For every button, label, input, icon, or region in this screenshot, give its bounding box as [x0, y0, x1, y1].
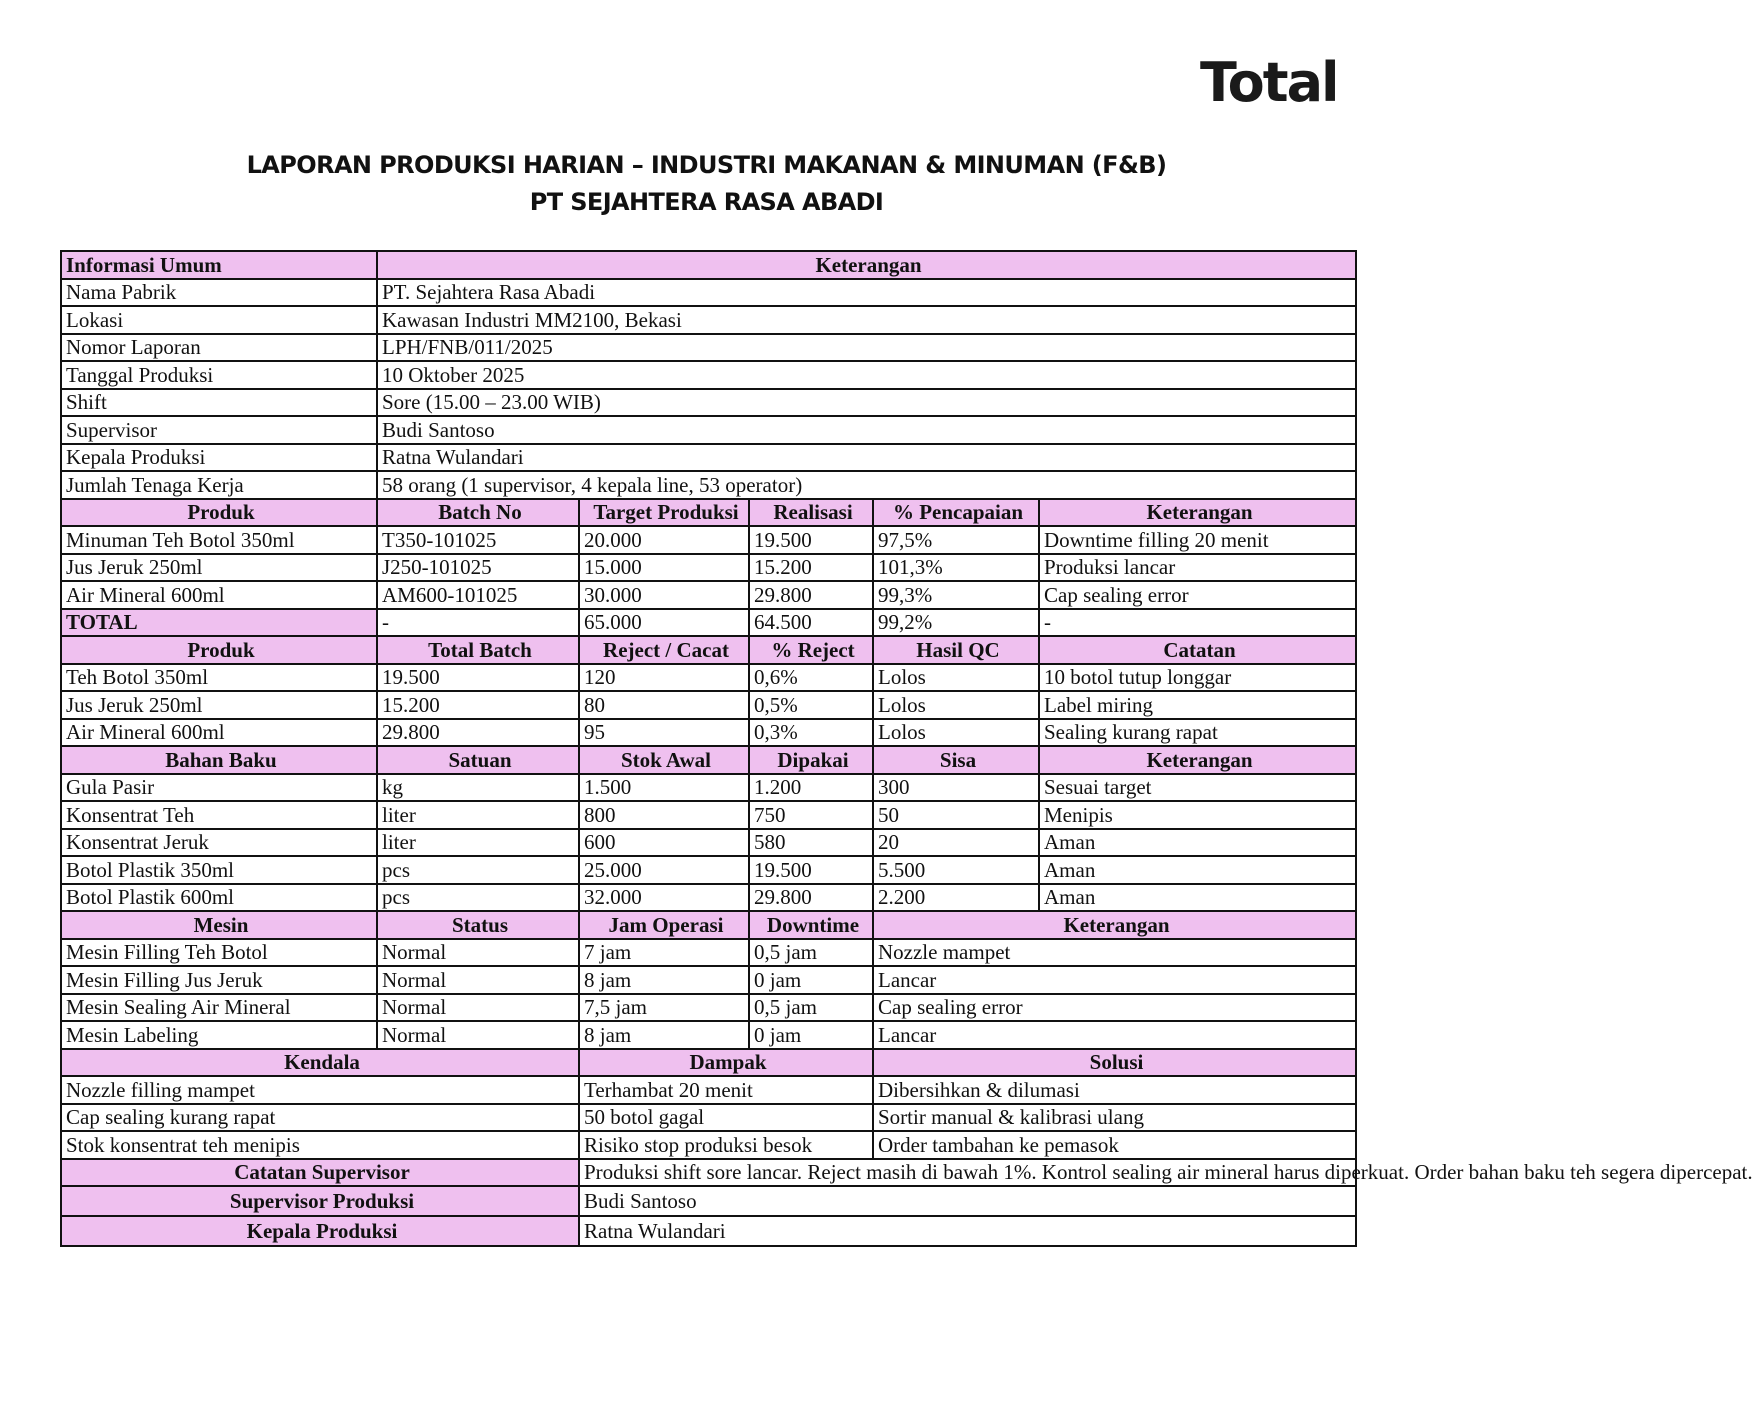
table-cell: 97,5%: [873, 526, 1039, 554]
supervisor-notes-text: Produksi shift sore lancar. Reject masih di bawah 1%. Kontrol sealing air mineral harus diperkuat. Order bahan baku teh segera dipercepat.: [579, 1159, 1356, 1187]
column-header: % Pencapaian: [873, 499, 1039, 527]
column-header: Hasil QC: [873, 636, 1039, 664]
table-cell: 50 botol gagal: [579, 1104, 873, 1132]
table-cell: Sesuai target: [1039, 774, 1356, 802]
table-cell: 600: [579, 829, 749, 857]
info-value: LPH/FNB/011/2025: [377, 334, 1356, 362]
info-value: PT. Sejahtera Rasa Abadi: [377, 279, 1356, 307]
column-header: Downtime: [749, 911, 873, 939]
info-value: Sore (15.00 – 23.00 WIB): [377, 389, 1356, 417]
signature-label: Kepala Produksi: [61, 1216, 579, 1246]
quality-row: [61, 719, 1356, 747]
table-cell: Aman: [1039, 829, 1356, 857]
table-cell: 50: [873, 801, 1039, 829]
info-row: [61, 416, 1356, 444]
table-cell: Aman: [1039, 856, 1356, 884]
materials-row: [61, 801, 1356, 829]
column-header: Target Produksi: [579, 499, 749, 527]
supervisor-notes-row: [61, 1159, 1356, 1187]
machine-row: [61, 1021, 1356, 1049]
column-header: Stok Awal: [579, 746, 749, 774]
table-cell: 0 jam: [749, 966, 873, 994]
table-cell: pcs: [377, 884, 579, 912]
table-cell: 32.000: [579, 884, 749, 912]
quality-header-row: [61, 636, 1356, 664]
table-cell: 1.500: [579, 774, 749, 802]
table-cell: Konsentrat Teh: [61, 801, 377, 829]
table-cell: 64.500: [749, 609, 873, 637]
table-cell: 0,5 jam: [749, 994, 873, 1022]
machine-row: [61, 966, 1356, 994]
info-row: [61, 471, 1356, 499]
table-cell: 15.200: [377, 691, 579, 719]
table-cell: 20.000: [579, 526, 749, 554]
quality-row: [61, 664, 1356, 692]
table-cell: Sortir manual & kalibrasi ulang: [873, 1104, 1356, 1132]
table-cell: 80: [579, 691, 749, 719]
info-row: [61, 389, 1356, 417]
company-name: PT SEJAHTERA RASA ABADI: [529, 188, 884, 216]
table-cell: Normal: [377, 994, 579, 1022]
table-cell: liter: [377, 829, 579, 857]
table-cell: Konsentrat Jeruk: [61, 829, 377, 857]
machine-row: [61, 939, 1356, 967]
table-cell: 10 botol tutup longgar: [1039, 664, 1356, 692]
issue-row: [61, 1104, 1356, 1132]
column-header: Reject / Cacat: [579, 636, 749, 664]
table-cell: Label miring: [1039, 691, 1356, 719]
table-cell: 95: [579, 719, 749, 747]
info-label: Nomor Laporan: [61, 334, 377, 362]
table-cell: Normal: [377, 966, 579, 994]
column-header: Dampak: [579, 1049, 873, 1077]
column-header: Status: [377, 911, 579, 939]
column-header: Satuan: [377, 746, 579, 774]
table-cell: 0 jam: [749, 1021, 873, 1049]
info-value: 10 Oktober 2025: [377, 361, 1356, 389]
column-header: Kendala: [61, 1049, 579, 1077]
info-row: [61, 444, 1356, 472]
column-header: Batch No: [377, 499, 579, 527]
machines-header-row: [61, 911, 1356, 939]
production-row: [61, 526, 1356, 554]
table-cell: 19.500: [749, 856, 873, 884]
table-cell: 29.800: [749, 884, 873, 912]
table-cell: Cap sealing kurang rapat: [61, 1104, 579, 1132]
table-cell: 0,5%: [749, 691, 873, 719]
table-cell: Lolos: [873, 691, 1039, 719]
production-header-row: [61, 499, 1356, 527]
issues-header-row: [61, 1049, 1356, 1077]
info-header-row: [61, 251, 1356, 279]
info-value: Ratna Wulandari: [377, 444, 1356, 472]
table-cell: Risiko stop produksi besok: [579, 1131, 873, 1159]
table-cell: 0,3%: [749, 719, 873, 747]
table-cell: -: [377, 609, 579, 637]
table-cell: 120: [579, 664, 749, 692]
column-header: Bahan Baku: [61, 746, 377, 774]
info-header-label: Informasi Umum: [61, 251, 377, 279]
info-label: Lokasi: [61, 306, 377, 334]
table-cell: Lancar: [873, 1021, 1356, 1049]
info-label: Tanggal Produksi: [61, 361, 377, 389]
report-title: LAPORAN PRODUKSI HARIAN – INDUSTRI MAKANAN & MINUMAN (F&B): [246, 151, 1167, 179]
total-label: TOTAL: [61, 609, 377, 637]
table-cell: 99,3%: [873, 581, 1039, 609]
issue-row: [61, 1076, 1356, 1104]
signature-name: Ratna Wulandari: [579, 1216, 1356, 1246]
column-header: Produk: [61, 499, 377, 527]
table-cell: 800: [579, 801, 749, 829]
table-cell: Downtime filling 20 menit: [1039, 526, 1356, 554]
table-cell: Terhambat 20 menit: [579, 1076, 873, 1104]
table-cell: Jus Jeruk 250ml: [61, 691, 377, 719]
column-header: Sisa: [873, 746, 1039, 774]
brand-logo-text: Total: [1200, 51, 1338, 114]
table-cell: 15.000: [579, 554, 749, 582]
table-cell: 99,2%: [873, 609, 1039, 637]
table-cell: 7 jam: [579, 939, 749, 967]
table-cell: 29.800: [377, 719, 579, 747]
info-header-value: Keterangan: [377, 251, 1356, 279]
table-cell: T350-101025: [377, 526, 579, 554]
table-cell: 101,3%: [873, 554, 1039, 582]
production-total-row: [61, 609, 1356, 637]
info-row: [61, 279, 1356, 307]
table-cell: 5.500: [873, 856, 1039, 884]
table-cell: 1.200: [749, 774, 873, 802]
table-cell: Stok konsentrat teh menipis: [61, 1131, 579, 1159]
table-cell: Mesin Labeling: [61, 1021, 377, 1049]
table-cell: Normal: [377, 939, 579, 967]
column-header: Keterangan: [1039, 499, 1356, 527]
machine-row: [61, 994, 1356, 1022]
info-row: [61, 334, 1356, 362]
table-cell: 65.000: [579, 609, 749, 637]
table-cell: 2.200: [873, 884, 1039, 912]
column-header: Mesin: [61, 911, 377, 939]
table-cell: Aman: [1039, 884, 1356, 912]
column-header: Keterangan: [873, 911, 1356, 939]
materials-row: [61, 829, 1356, 857]
table-cell: 30.000: [579, 581, 749, 609]
table-cell: Jus Jeruk 250ml: [61, 554, 377, 582]
table-cell: Teh Botol 350ml: [61, 664, 377, 692]
signature-label: Supervisor Produksi: [61, 1186, 579, 1216]
info-label: Kepala Produksi: [61, 444, 377, 472]
table-cell: Lolos: [873, 719, 1039, 747]
signature-row: [61, 1216, 1356, 1246]
table-cell: Nozzle mampet: [873, 939, 1356, 967]
info-label: Jumlah Tenaga Kerja: [61, 471, 377, 499]
table-cell: Mesin Sealing Air Mineral: [61, 994, 377, 1022]
table-cell: Cap sealing error: [873, 994, 1356, 1022]
column-header: Total Batch: [377, 636, 579, 664]
table-cell: Cap sealing error: [1039, 581, 1356, 609]
table-cell: Lolos: [873, 664, 1039, 692]
table-cell: Botol Plastik 600ml: [61, 884, 377, 912]
info-value: Kawasan Industri MM2100, Bekasi: [377, 306, 1356, 334]
table-cell: 29.800: [749, 581, 873, 609]
signature-row: [61, 1186, 1356, 1216]
table-cell: Minuman Teh Botol 350ml: [61, 526, 377, 554]
column-header: % Reject: [749, 636, 873, 664]
table-cell: 750: [749, 801, 873, 829]
materials-header-row: [61, 746, 1356, 774]
table-cell: 19.500: [377, 664, 579, 692]
table-cell: Normal: [377, 1021, 579, 1049]
table-cell: 19.500: [749, 526, 873, 554]
brand-logo: [1200, 51, 1338, 114]
table-cell: Nozzle filling mampet: [61, 1076, 579, 1104]
supervisor-notes-label: Catatan Supervisor: [61, 1159, 579, 1187]
table-cell: 8 jam: [579, 966, 749, 994]
column-header: Catatan: [1039, 636, 1356, 664]
info-row: [61, 361, 1356, 389]
materials-row: [61, 884, 1356, 912]
table-cell: Botol Plastik 350ml: [61, 856, 377, 884]
column-header: Dipakai: [749, 746, 873, 774]
table-cell: liter: [377, 801, 579, 829]
table-cell: 0,6%: [749, 664, 873, 692]
column-header: Realisasi: [749, 499, 873, 527]
table-cell: 20: [873, 829, 1039, 857]
table-cell: AM600-101025: [377, 581, 579, 609]
table-cell: Air Mineral 600ml: [61, 719, 377, 747]
column-header: Solusi: [873, 1049, 1356, 1077]
info-label: Supervisor: [61, 416, 377, 444]
table-cell: Air Mineral 600ml: [61, 581, 377, 609]
quality-row: [61, 691, 1356, 719]
table-cell: 0,5 jam: [749, 939, 873, 967]
table-cell: 7,5 jam: [579, 994, 749, 1022]
table-cell: Sealing kurang rapat: [1039, 719, 1356, 747]
table-cell: Gula Pasir: [61, 774, 377, 802]
column-header: Jam Operasi: [579, 911, 749, 939]
table-cell: pcs: [377, 856, 579, 884]
info-value: 58 orang (1 supervisor, 4 kepala line, 53 operator): [377, 471, 1356, 499]
table-cell: -: [1039, 609, 1356, 637]
table-cell: kg: [377, 774, 579, 802]
table-cell: Dibersihkan & dilumasi: [873, 1076, 1356, 1104]
info-value: Budi Santoso: [377, 416, 1356, 444]
materials-row: [61, 856, 1356, 884]
table-cell: 15.200: [749, 554, 873, 582]
signature-name: Budi Santoso: [579, 1186, 1356, 1216]
issue-row: [61, 1131, 1356, 1159]
table-cell: Order tambahan ke pemasok: [873, 1131, 1356, 1159]
table-cell: 300: [873, 774, 1039, 802]
table-cell: Menipis: [1039, 801, 1356, 829]
table-cell: 8 jam: [579, 1021, 749, 1049]
info-label: Shift: [61, 389, 377, 417]
table-cell: Lancar: [873, 966, 1356, 994]
column-header: Produk: [61, 636, 377, 664]
table-cell: 25.000: [579, 856, 749, 884]
materials-row: [61, 774, 1356, 802]
table-cell: Mesin Filling Jus Jeruk: [61, 966, 377, 994]
table-cell: Mesin Filling Teh Botol: [61, 939, 377, 967]
table-cell: J250-101025: [377, 554, 579, 582]
table-cell: 580: [749, 829, 873, 857]
production-row: [61, 554, 1356, 582]
info-row: [61, 306, 1356, 334]
info-label: Nama Pabrik: [61, 279, 377, 307]
table-cell: Produksi lancar: [1039, 554, 1356, 582]
production-row: [61, 581, 1356, 609]
column-header: Keterangan: [1039, 746, 1356, 774]
report-table: [60, 250, 1753, 1247]
